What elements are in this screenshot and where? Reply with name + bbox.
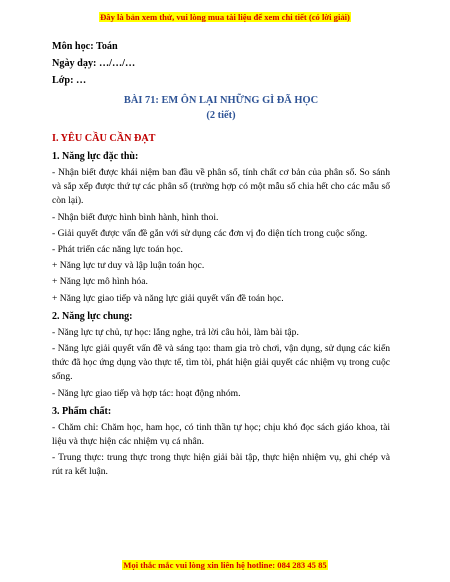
paragraph: - Năng lực giao tiếp và hợp tác: hoạt động nhóm. <box>52 387 241 399</box>
paragraph: - Năng lực tự chủ, tự học: lắng nghe, trả lời câu hỏi, làm bài tập. <box>52 326 299 338</box>
lesson-duration: (2 tiết) <box>206 110 236 121</box>
paragraph: - Năng lực giải quyết vấn đề và sáng tạo: tham gia trò chơi, vận dụng, sử dụng các kiến thức đã học ứng dụng vào thực tế, tìm tòi, phát hiện giải quyết các nhiệm vụ trong cuộc sống. <box>52 343 390 383</box>
document-content <box>52 38 390 480</box>
subsection-heading: 1. Năng lực đặc thù: <box>52 151 139 162</box>
grade-line: Lớp: … <box>52 75 87 86</box>
paragraph: + Năng lực giao tiếp và năng lực giải quyết vấn đề toán học. <box>52 292 284 304</box>
subsection-heading: 2. Năng lực chung: <box>52 310 133 322</box>
hotline-banner <box>0 560 450 570</box>
paragraph: - Giải quyết được vấn đề gắn với sử dụng các đơn vị đo diện tích trong cuộc sống. <box>52 227 368 239</box>
section-heading: I. YÊU CẦU CẦN ĐẠT <box>52 133 156 144</box>
lesson-title: BÀI 71: EM ÔN LẠI NHỮNG GÌ ĐÃ HỌC <box>123 95 319 106</box>
hotline-text: Mọi thắc mắc vui lòng xin liên hệ hotline: 084 283 45 85 <box>123 560 327 570</box>
preview-notice-banner <box>0 12 450 22</box>
date-line: Ngày dạy: …/…/… <box>52 58 136 69</box>
paragraph: - Nhận biết được khái niệm ban đầu về phân số, tính chất cơ bản của phân số. So sánh và sắp xếp được thứ tự các phân số (trường hợp có một mẫu số chia hết cho các mẫu số còn lại). <box>52 167 390 207</box>
paragraph: - Chăm chỉ: Chăm học, ham học, có tinh thần tự học; chịu khó đọc sách giáo khoa, tài liệu và thực hiện các nhiệm vụ cá nhân. <box>52 421 390 448</box>
preview-notice-text: Đây là bản xem thử, vui lòng mua tài liệu để xem chi tiết (có lời giải) <box>100 12 350 22</box>
subject-line: Môn học: Toán <box>52 41 118 52</box>
subsection-heading: 3. Phẩm chất: <box>52 405 112 417</box>
paragraph: - Phát triển các năng lực toán học. <box>52 244 183 256</box>
paragraph: + Năng lực tư duy và lập luận toán học. <box>52 260 205 272</box>
paragraph: - Nhận biết được hình bình hành, hình thoi. <box>52 211 219 223</box>
paragraph: + Năng lực mô hình hóa. <box>52 276 148 288</box>
paragraph: - Trung thực: trung thực trong thực hiện giải bài tập, thực hiện nhiệm vụ, ghi chép và rút ra kết luận. <box>52 452 390 478</box>
